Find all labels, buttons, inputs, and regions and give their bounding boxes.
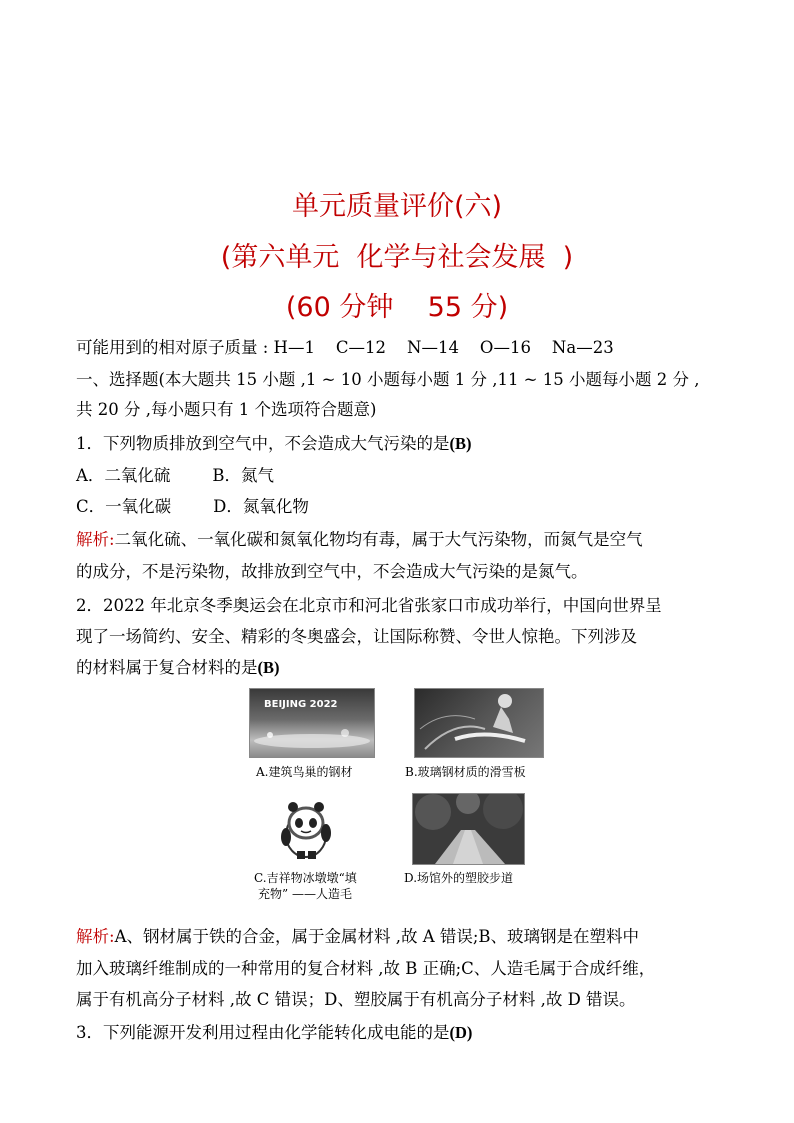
section-heading-line1: 一、选择题(本大题共 15 小题 ,1 ~ 10 小题每小题 1 分 ,11 ~ 15 小题每小题 2 分 , [76,370,700,389]
question-1-options-ab: A．二氧化硫 B．氮气 [76,466,274,485]
question-2-line3 [76,656,280,680]
question-1-answer: (B) [449,434,472,453]
question-3-text: 3．下列能源开发利用过程由化学能转化成电能的是 [76,1023,450,1042]
question-2-analysis-line3: 属于有机高分子材料 ,故 C 错误；D、塑胶属于有机高分子材料 ,故 D 错误。 [76,990,636,1009]
question-2-line1: 2．2022 年北京冬季奥运会在北京市和河北省张家口市成功举行，中国向世界呈 [76,596,662,615]
image-d-path [412,793,525,865]
image-b-snowboard [414,688,544,758]
question-1-analysis-text: 二氧化硫、一氧化碳和氮氧化物均有毒，属于大气污染物，而氮气是空气 [114,530,643,549]
question-2-analysis-line2: 加入玻璃纤维制成的一种常用的复合材料 ,故 B 正确;C、人造毛属于合成纤维， [76,959,656,978]
section-heading-line2: 共 20 分 ,每小题只有 1 个选项符合题意) [76,400,377,419]
atomic-masses: 可能用到的相对原子质量 : H—1 C—12 N—14 O—16 Na—23 [76,338,614,357]
time-score: (60 分钟 55 分) [285,292,509,323]
question-1-stem [76,432,472,456]
page-title: 单元质量评价(六) [291,191,503,222]
analysis-label-2: 解析: [76,927,115,946]
bing-dwen-dwen-icon [271,793,341,861]
analysis-label: 解析: [76,530,115,549]
image-a-steel [249,688,375,758]
page-subtitle: (第六单元 化学与社会发展 ) [220,242,574,273]
question-2-analysis [76,925,639,949]
caption-d: D.场馆外的塑胶步道 [404,871,514,885]
question-2-text: 的材料属于复合材料的是 [76,658,258,677]
beijing-2022-logo: BEIJING 2022 [264,699,338,710]
rubber-path-scene [413,794,524,864]
caption-c-line1: C.吉祥物冰墩墩“填 [254,871,357,885]
question-1-analysis-line2: 的成分，不是污染物，故排放到空气中，不会造成大气污染的是氮气。 [76,562,588,581]
caption-a: A.建筑鸟巢的钢材 [256,765,353,779]
question-1-analysis [76,528,643,552]
question-3-answer: (D) [449,1023,473,1042]
caption-b: B.玻璃钢材质的滑雪板 [405,765,526,779]
question-1-text: 1．下列物质排放到空气中，不会造成大气污染的是 [76,434,450,453]
caption-c-line2: 充物” ——人造毛 [258,887,352,901]
question-2-analysis-text: A、钢材属于铁的合金，属于金属材料 ,故 A 错误;B、玻璃钢是在塑料中 [114,927,640,946]
question-2-line2: 现了一场简约、安全、精彩的冬奥盛会，让国际称赞、令世人惊艳。下列涉及 [76,627,637,646]
snowboarder-figure [415,689,543,757]
question-3-stem [76,1021,472,1045]
image-c-mascot [271,793,341,861]
question-2-answer: (B) [257,658,280,677]
question-1-options-cd: C．一氧化碳 D．氮氧化物 [76,497,309,516]
